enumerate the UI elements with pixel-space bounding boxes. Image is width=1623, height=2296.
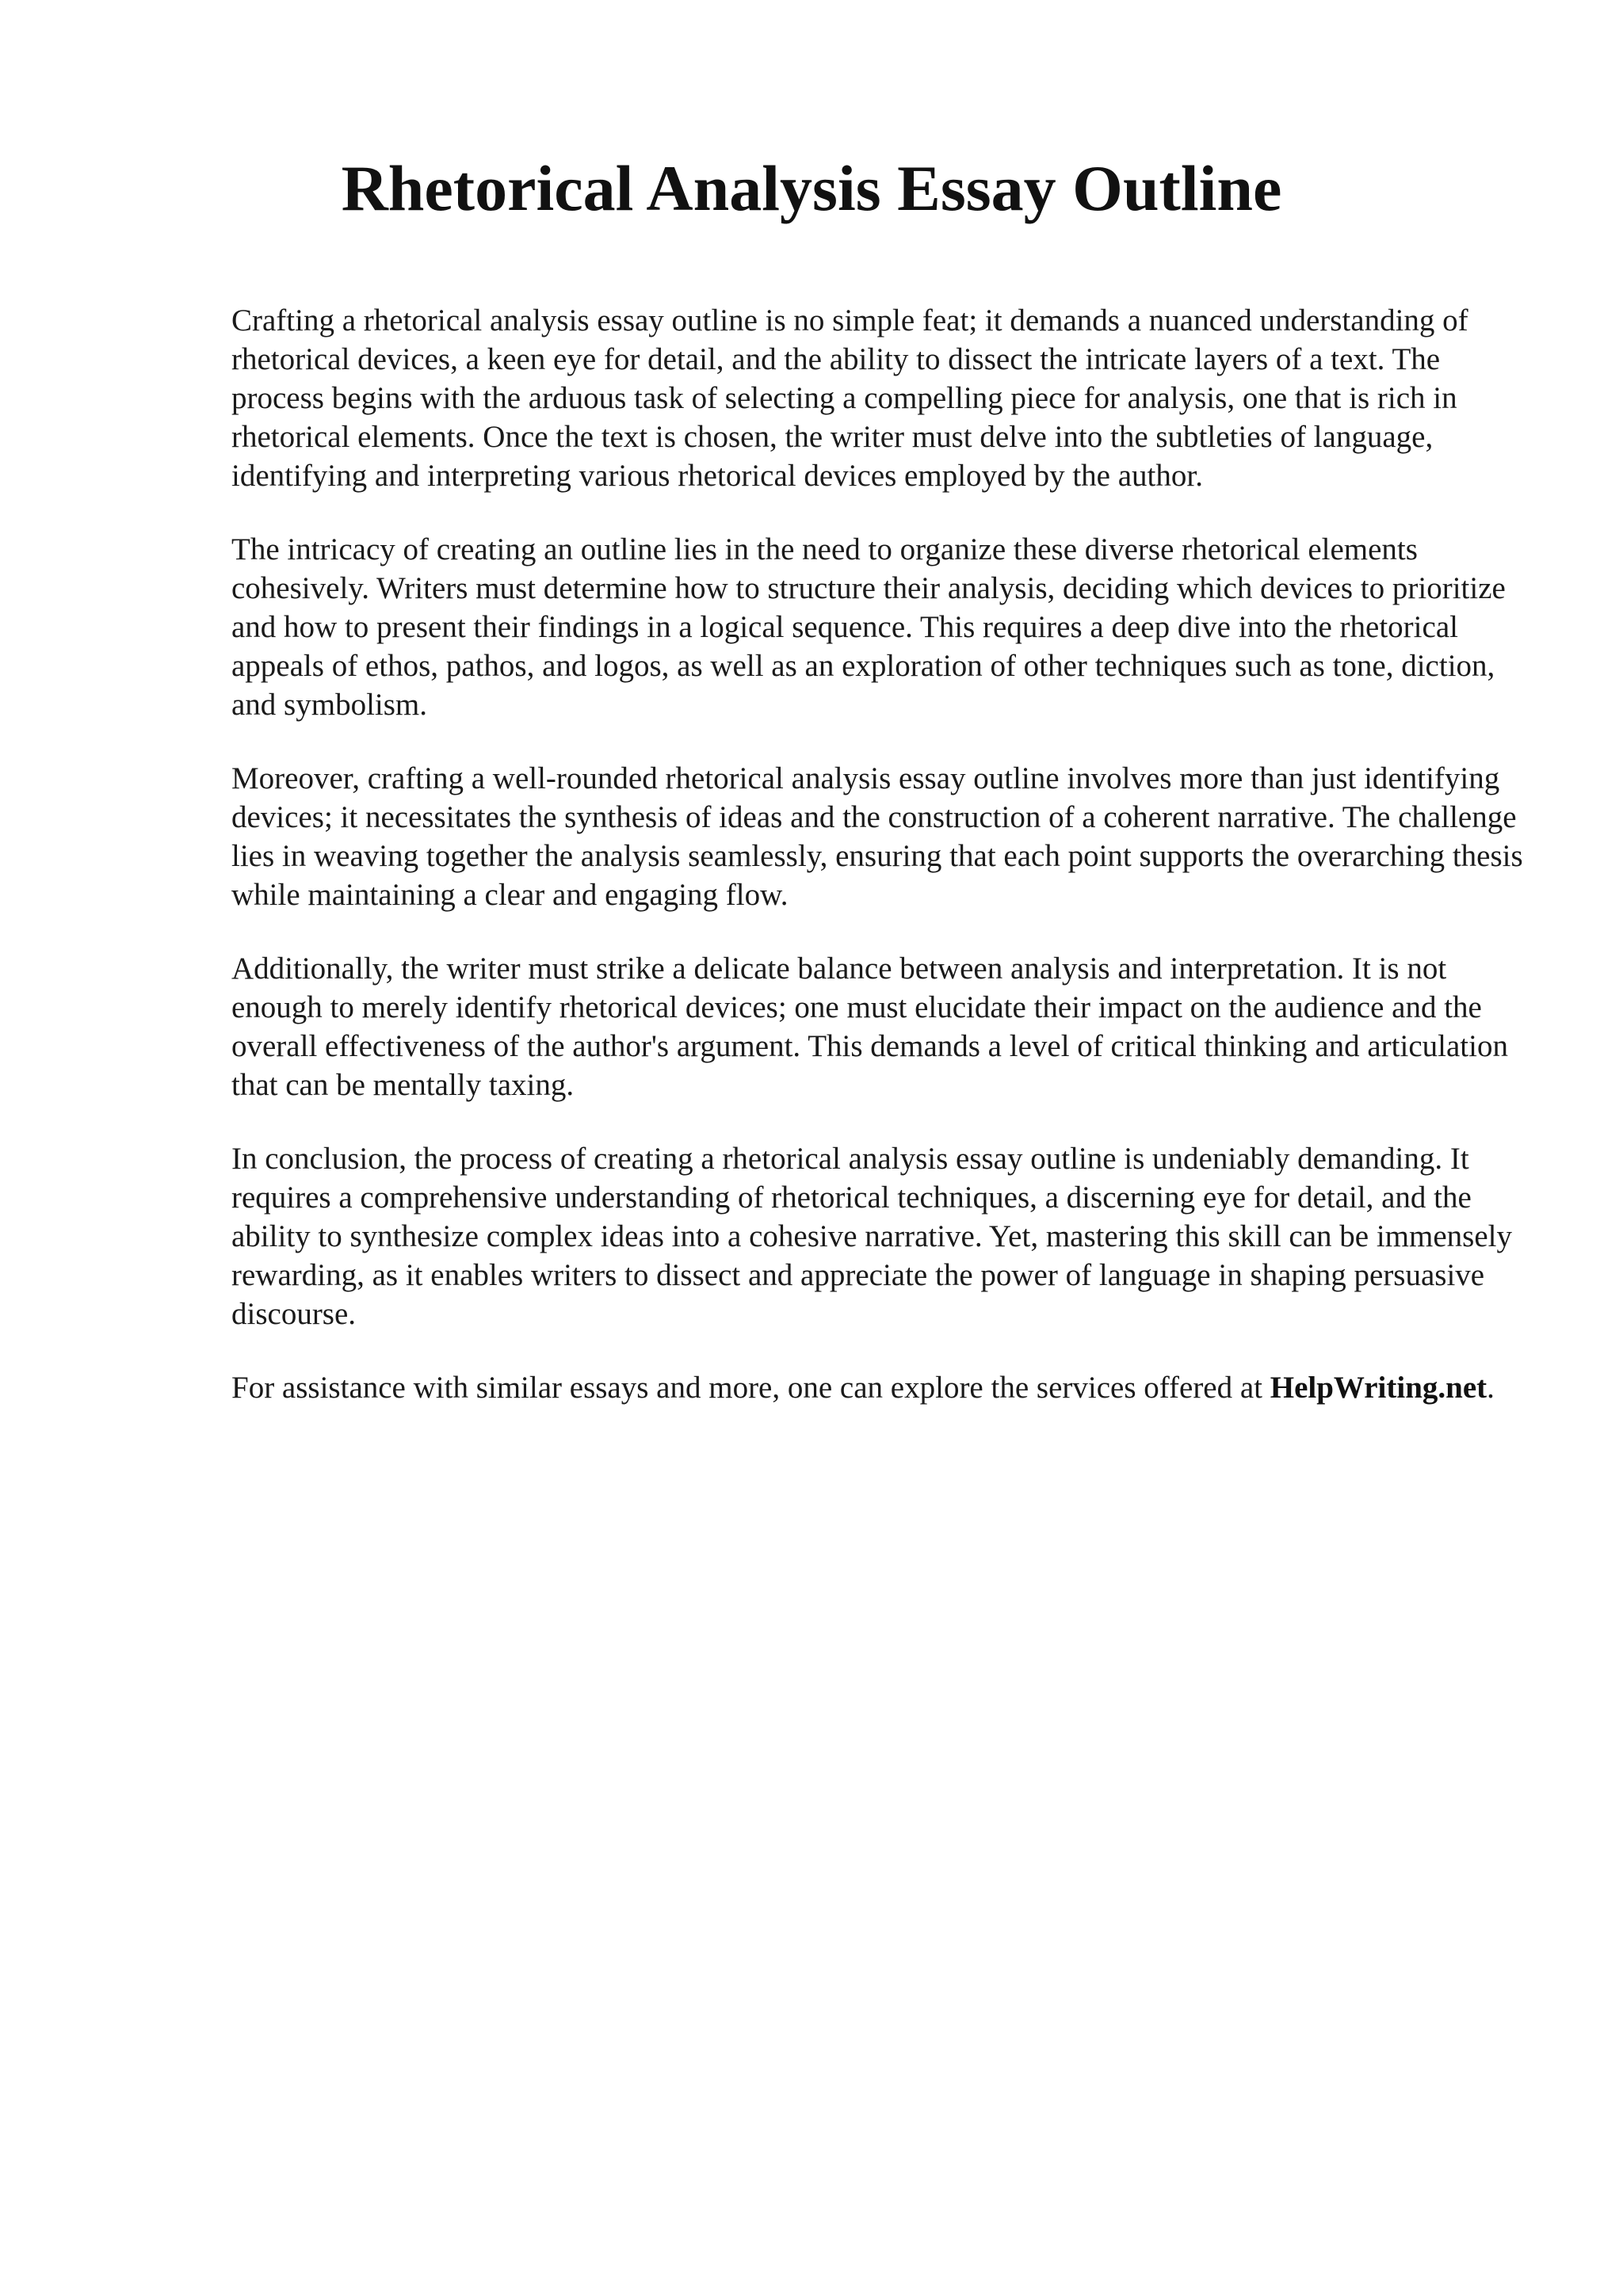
paragraph-2: The intricacy of creating an outline lies in the need to organize these diverse rhetorical elements cohesively. Writers must determine how to structure their analysis, deciding which devices to prioritize and how to present their findings in a logical sequence. This requires a deep dive into the rhetorical appeals of ethos, pathos, and logos, as well as an exploration of other techniques such as tone, diction, and symbolism. [231,532,1506,722]
paragraph-5: In conclusion, the process of creating a rhetorical analysis essay outline is undeniably demanding. It requires a comprehensive understanding of rhetorical techniques, a discerning eye for detail, and the ability to synthesize complex ideas into a cohesive narrative. Yet, mastering this skill can be immensely rewarding, as it enables writers to dissect and appreciate the power of language in shaping persuasive discourse. [231,1142,1512,1331]
paragraph-3: Moreover, crafting a well-rounded rhetorical analysis essay outline involves more than just identifying devices; it necessitates the synthesis of ideas and the construction of a coherent narrative. The challenge lies in weaving together the analysis seamlessly, ensuring that each point supports the overarching thesis while maintaining a clear and engaging flow. [231,761,1523,912]
helpwriting-link[interactable]: HelpWriting.net [1270,1371,1487,1405]
document-title: Rhetorical Analysis Essay Outline [341,152,1282,224]
closing-paragraph [231,1368,1531,1407]
paragraph-1: Crafting a rhetorical analysis essay outline is no simple feat; it demands a nuanced understanding of rhetorical devices, a keen eye for detail, and the ability to dissect the intricate layers of a text. The process begins with the arduous task of selecting a compelling piece for analysis, one that is rich in rhetorical elements. Once the text is chosen, the writer must delve into the subtleties of language, identifying and interpreting various rhetorical devices employed by the author. [231,303,1468,493]
closing-text: For assistance with similar essays and more, one can explore the services offered at [231,1371,1270,1405]
document-body [231,301,1531,1407]
closing-suffix: . [1487,1371,1495,1405]
paragraph-4: Additionally, the writer must strike a delicate balance between analysis and interpretation. It is not enough to merely identify rhetorical devices; one must elucidate their impact on the audience and the overall effectiveness of the author's argument. This demands a level of critical thinking and articulation that can be mentally taxing. [231,952,1508,1102]
